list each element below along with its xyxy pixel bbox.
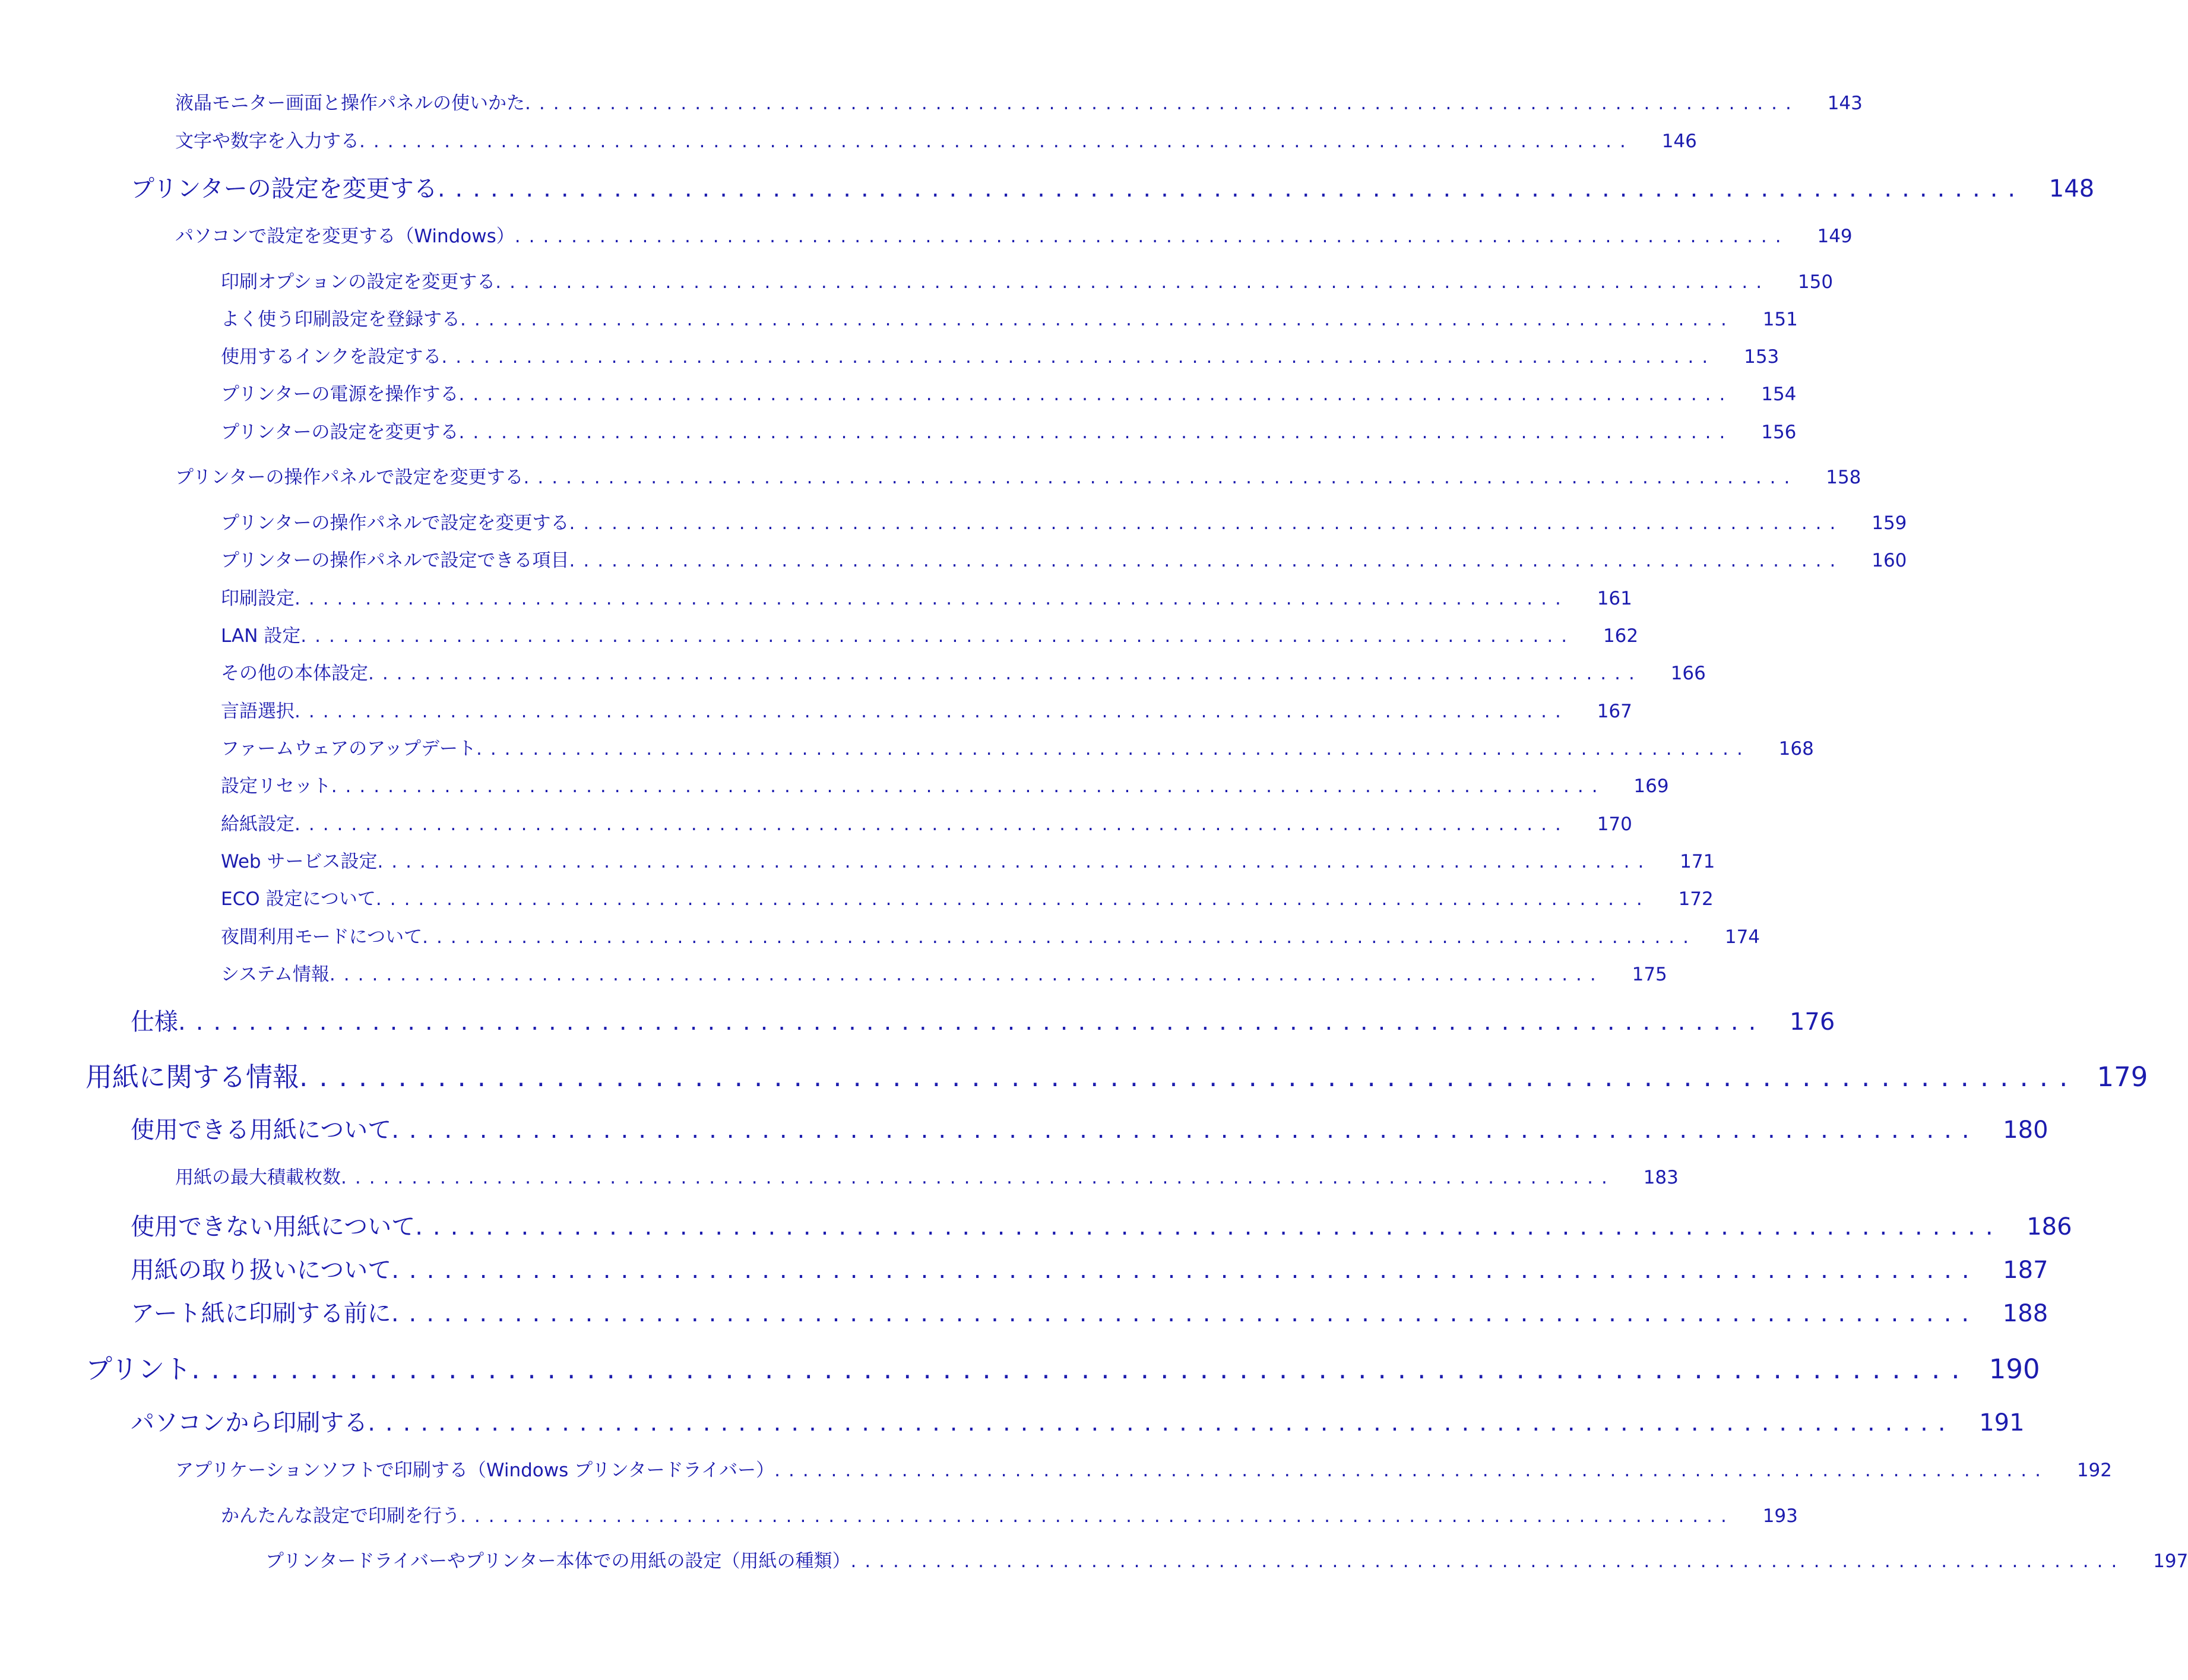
toc-entry-page: 149 — [1817, 226, 1853, 247]
toc-entry-title: アプリケーションソフトで印刷する（Windows プリンタードライバー） — [175, 1460, 775, 1481]
toc-entry[interactable] — [86, 1055, 2148, 1094]
toc-entry-page: 179 — [2097, 1061, 2148, 1093]
toc-entry-title: 仕様 — [131, 1008, 178, 1036]
toc-entry[interactable] — [221, 267, 1834, 293]
toc-entry-title: 給紙設定 — [221, 814, 295, 835]
toc-entry-page: 170 — [1597, 814, 1632, 835]
toc-entry-title: プリント — [86, 1353, 192, 1385]
dot-leader: .......................................................................................... — [391, 1116, 1980, 1144]
dot-leader: .......................................................................................... — [422, 926, 1698, 948]
dot-leader: .......................................................................................... — [569, 512, 1844, 534]
toc-entry[interactable] — [221, 696, 1632, 723]
toc-entry-title: 言語選択 — [221, 701, 295, 722]
dot-leader: .......................................................................................... — [191, 1353, 1971, 1385]
toc-entry-page: 176 — [1789, 1008, 1835, 1036]
toc-entry[interactable] — [221, 658, 1706, 685]
toc-entry-title: アート紙に印刷する前に — [131, 1300, 391, 1327]
dot-leader: .......................................................................................... — [458, 422, 1734, 443]
toc-entry[interactable] — [221, 1501, 1798, 1527]
toc-entry[interactable] — [131, 1003, 1835, 1037]
dot-leader: .......................................................................................... — [441, 346, 1717, 368]
dot-leader: .......................................................................................... — [774, 1460, 2049, 1481]
toc-entry-page: 180 — [2003, 1116, 2048, 1144]
toc-entry-page: 162 — [1603, 625, 1639, 647]
toc-entry-title: パソコンで設定を変更する（Windows） — [175, 226, 515, 247]
toc-entry-page: 168 — [1778, 738, 1814, 760]
toc-entry[interactable] — [221, 959, 1667, 986]
toc-entry-page: 187 — [2003, 1257, 2048, 1284]
toc-entry-title: LAN 設定 — [221, 625, 301, 647]
toc-entry[interactable] — [221, 583, 1632, 610]
toc-entry-title: 使用できる用紙について — [131, 1116, 392, 1144]
toc-entry-page: 191 — [1979, 1409, 2025, 1437]
dot-leader: .......................................................................................... — [460, 309, 1735, 330]
toc-entry[interactable] — [221, 508, 1907, 534]
toc-entry-page: 154 — [1761, 384, 1797, 405]
toc-entry[interactable] — [221, 809, 1632, 836]
toc-entry-title: 液晶モニター画面と操作パネルの使いかた — [175, 93, 525, 114]
toc-entry[interactable] — [221, 846, 1715, 873]
toc-entry-title: かんたんな設定で印刷を行う — [221, 1505, 460, 1527]
dot-leader: .......................................................................................... — [359, 131, 1634, 152]
toc-entry-page: 156 — [1761, 422, 1797, 443]
dot-leader: .......................................................................................... — [391, 1257, 1980, 1284]
dot-leader: .......................................................................................... — [341, 1167, 1616, 1188]
toc-entry-title: 文字や数字を入力する — [175, 131, 359, 152]
toc-entry-title: 印刷オプションの設定を変更する — [221, 271, 496, 293]
toc-entry-title: プリンターの操作パネルで設定を変更する — [175, 467, 524, 488]
toc-entry-page: 197 — [2153, 1551, 2188, 1572]
toc-entry[interactable] — [221, 733, 1814, 760]
toc-entry[interactable] — [86, 1347, 2040, 1386]
toc-entry-page: 153 — [1744, 346, 1779, 368]
toc-entry[interactable] — [221, 341, 1779, 368]
toc-entry-title: プリンターの操作パネルで設定できる項目 — [221, 550, 569, 571]
toc-entry-title: Web サービス設定 — [221, 851, 378, 872]
toc-entry-title: プリンターの電源を操作する — [221, 384, 459, 405]
toc-entry-page: 174 — [1724, 926, 1760, 948]
dot-leader: .......................................................................................... — [377, 851, 1652, 872]
dot-leader: .......................................................................................... — [460, 1505, 1735, 1527]
toc-entry[interactable] — [265, 1546, 2188, 1573]
toc-entry-page: 150 — [1797, 271, 1834, 293]
dot-leader: .......................................................................................... — [368, 1409, 1956, 1437]
toc-entry-page: 169 — [1633, 776, 1669, 797]
toc-entry-page: 161 — [1597, 588, 1632, 609]
toc-entry-page: 166 — [1670, 663, 1706, 684]
toc-entry[interactable] — [221, 884, 1714, 910]
toc-entry-title: 使用できない用紙について — [131, 1213, 416, 1241]
toc-entry[interactable] — [221, 621, 1639, 647]
dot-leader: .......................................................................................... — [415, 1213, 2003, 1241]
dot-leader: .......................................................................................... — [331, 776, 1606, 797]
toc-entry-title: ファームウェアのアップデート — [221, 738, 476, 760]
toc-entry-page: 148 — [2048, 175, 2095, 203]
toc-entry[interactable] — [175, 1162, 1679, 1189]
dot-leader: .......................................................................................... — [495, 271, 1771, 293]
toc-entry-page: 193 — [1762, 1505, 1798, 1527]
toc-entry[interactable] — [131, 1111, 2048, 1145]
toc-entry-title: プリンターの設定を変更する — [131, 175, 438, 203]
dot-leader: .......................................................................................... — [476, 738, 1751, 760]
toc-entry-title: 夜間利用モードについて — [221, 926, 423, 948]
toc-entry-title: 設定リセット — [221, 776, 331, 797]
dot-leader: .......................................................................................... — [300, 625, 1576, 647]
toc-entry-page: 146 — [1661, 131, 1697, 152]
toc-entry[interactable] — [175, 1455, 2112, 1482]
toc-entry-page: 186 — [2026, 1213, 2072, 1241]
toc-entry[interactable] — [221, 771, 1669, 798]
toc-entry[interactable] — [131, 170, 2095, 204]
toc-entry-page: 158 — [1826, 467, 1861, 488]
toc-entry-title: その他の本体設定 — [221, 663, 368, 684]
dot-leader: .......................................................................................... — [295, 588, 1569, 609]
toc-entry[interactable] — [175, 221, 1853, 248]
dot-leader: .......................................................................................... — [523, 467, 1798, 488]
dot-leader: .......................................................................................... — [295, 814, 1569, 835]
toc-entry-page: 175 — [1632, 964, 1667, 985]
dot-leader: .......................................................................................... — [375, 888, 1651, 910]
toc-entry-title: プリンタードライバーやプリンター本体での用紙の設定（用紙の種類） — [265, 1551, 851, 1572]
toc-entry-page: 167 — [1597, 701, 1632, 722]
toc-entry-title: 用紙の取り扱いについて — [131, 1257, 392, 1284]
toc-entry-title: ECO 設定について — [221, 888, 376, 910]
toc-entry-page: 171 — [1680, 851, 1715, 872]
toc-entry[interactable] — [131, 1404, 2025, 1438]
toc-entry-page: 188 — [2002, 1300, 2048, 1327]
toc-entry-title: 用紙に関する情報 — [86, 1061, 300, 1093]
dot-leader: .......................................................................................... — [437, 175, 2026, 203]
toc-entry-title: 用紙の最大積載枚数 — [175, 1167, 341, 1188]
toc-entry[interactable] — [175, 88, 1863, 115]
toc-entry[interactable] — [221, 417, 1797, 444]
toc-entry-page: 160 — [1872, 550, 1907, 571]
dot-leader: .......................................................................................... — [299, 1061, 2079, 1093]
dot-leader: .......................................................................................... — [329, 964, 1604, 985]
toc-entry-page: 183 — [1643, 1167, 1679, 1188]
toc-entry[interactable] — [221, 304, 1798, 331]
toc-entry-page: 192 — [2076, 1460, 2112, 1481]
toc-entry-title: よく使う印刷設定を登録する — [221, 309, 460, 330]
toc-entry[interactable] — [175, 462, 1861, 489]
dot-leader: .......................................................................................... — [458, 384, 1734, 405]
toc-entry-title: プリンターの設定を変更する — [221, 422, 459, 443]
dot-leader: .......................................................................................... — [514, 226, 1790, 247]
toc-entry[interactable] — [131, 1208, 2072, 1242]
toc-entry-title: パソコンから印刷する — [131, 1409, 368, 1437]
toc-entry-title: プリンターの操作パネルで設定を変更する — [221, 512, 569, 534]
toc-entry-page: 159 — [1872, 512, 1907, 534]
toc-entry-title: 印刷設定 — [221, 588, 295, 609]
toc-entry-title: 使用するインクを設定する — [221, 346, 442, 368]
toc-entry-page: 190 — [1988, 1353, 2040, 1385]
toc-entry[interactable] — [131, 1251, 2048, 1285]
dot-leader: .......................................................................................... — [525, 93, 1800, 114]
dot-leader: .......................................................................................... — [569, 550, 1844, 571]
toc-entry[interactable] — [131, 1295, 2048, 1328]
dot-leader: .......................................................................................... — [295, 701, 1569, 722]
dot-leader: .......................................................................................... — [368, 663, 1643, 684]
toc-entry[interactable] — [221, 379, 1797, 406]
dot-leader: .......................................................................................... — [391, 1300, 1980, 1327]
toc-entry-title: システム情報 — [221, 964, 330, 985]
toc-entry-page: 143 — [1827, 93, 1863, 114]
toc-entry-page: 151 — [1762, 309, 1798, 330]
toc-entry-page: 172 — [1678, 888, 1714, 910]
dot-leader: .......................................................................................... — [850, 1551, 2126, 1572]
toc-entry[interactable] — [221, 545, 1907, 572]
toc-entry[interactable] — [175, 126, 1697, 153]
toc-entry[interactable] — [221, 922, 1760, 948]
dot-leader: .......................................................................................... — [178, 1008, 1766, 1036]
